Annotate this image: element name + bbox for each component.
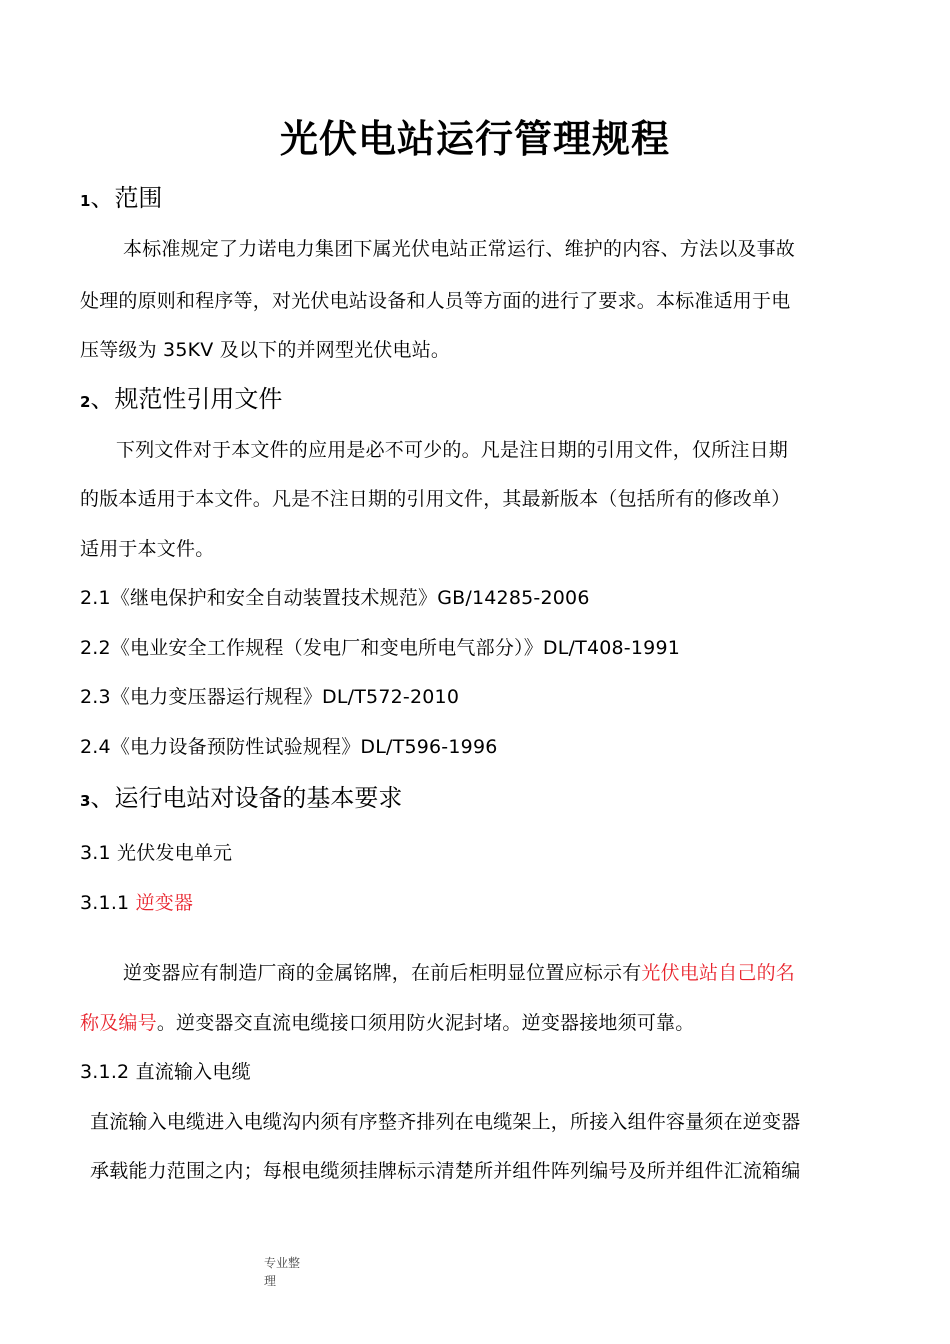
section-2-heading (80, 379, 282, 414)
s2-line-1: 下列文件对于本文件的应用是必不可少的。凡是注日期的引用文件，仅所注日期 (116, 439, 789, 461)
subsection-3-1-1 (80, 888, 193, 915)
highlighted-text: 光伏电站自己的名 (641, 962, 796, 984)
page-footer (264, 1254, 300, 1290)
text-run: 。逆变器交直流电缆接口须用防火泥封堵。逆变器接地须可靠。 (156, 1012, 695, 1034)
subsection-number: 3.1.1 (80, 892, 136, 914)
s1-line-1: 本标准规定了力诺电力集团下属光伏电站正常运行、维护的内容、方法以及事故 (123, 238, 796, 260)
inverter-para-line-2 (80, 1008, 694, 1035)
reference-item: 2.3《电力变压器运行规程》DL/T572-2010 (80, 686, 460, 708)
s1-line-3: 压等级为 35KV 及以下的并网型光伏电站。 (80, 339, 451, 361)
section-title: 规范性引用文件 (114, 385, 283, 413)
section-separator: 、 (90, 784, 115, 812)
section-title: 运行电站对设备的基本要求 (114, 784, 403, 812)
subsection-label-inverter: 逆变器 (135, 892, 194, 914)
text-run: 逆变器应有制造厂商的金属铭牌，在前后柜明显位置应标示有 (123, 962, 642, 984)
footer-line-1: 专业整 (264, 1256, 301, 1270)
reference-item: 2.1《继电保护和安全自动装置技术规范》GB/14285-2006 (80, 587, 590, 609)
s2-line-2: 的版本适用于本文件。凡是不注日期的引用文件，其最新版本（包括所有的修改单） (80, 488, 791, 510)
s2-line-3: 适用于本文件。 (80, 538, 215, 560)
section-number: 2 (80, 393, 91, 411)
section-1-heading (80, 178, 162, 213)
section-separator: 、 (90, 184, 115, 212)
section-title: 范围 (114, 184, 163, 212)
section-number: 1 (80, 192, 91, 210)
section-number: 3 (80, 792, 91, 810)
reference-item: 2.2《电业安全工作规程（发电厂和变电所电气部分）》DL/T408-1991 (80, 637, 681, 659)
document-title: 光伏电站运行管理规程 (279, 117, 670, 161)
inverter-para-line-1 (123, 958, 795, 985)
dc-cable-para-line-2: 承载能力范围之内；每根电缆须挂牌标示清楚所并组件阵列编号及所并组件汇流箱编 (90, 1160, 801, 1182)
subsection-3-1: 3.1 光伏发电单元 (80, 842, 233, 864)
dc-cable-para-line-1: 直流输入电缆进入电缆沟内须有序整齐排列在电缆架上，所接入组件容量须在逆变器 (90, 1111, 801, 1133)
s1-line-2: 处理的原则和程序等，对光伏电站设备和人员等方面的进行了要求。本标准适用于电 (80, 290, 791, 312)
subsection-3-1-2: 3.1.2 直流输入电缆 (80, 1061, 251, 1083)
reference-item: 2.4《电力设备预防性试验规程》DL/T596-1996 (80, 736, 498, 758)
highlighted-text: 称及编号 (80, 1012, 157, 1034)
footer-line-2: 理 (264, 1274, 277, 1288)
section-separator: 、 (90, 385, 115, 413)
section-3-heading (80, 778, 402, 813)
